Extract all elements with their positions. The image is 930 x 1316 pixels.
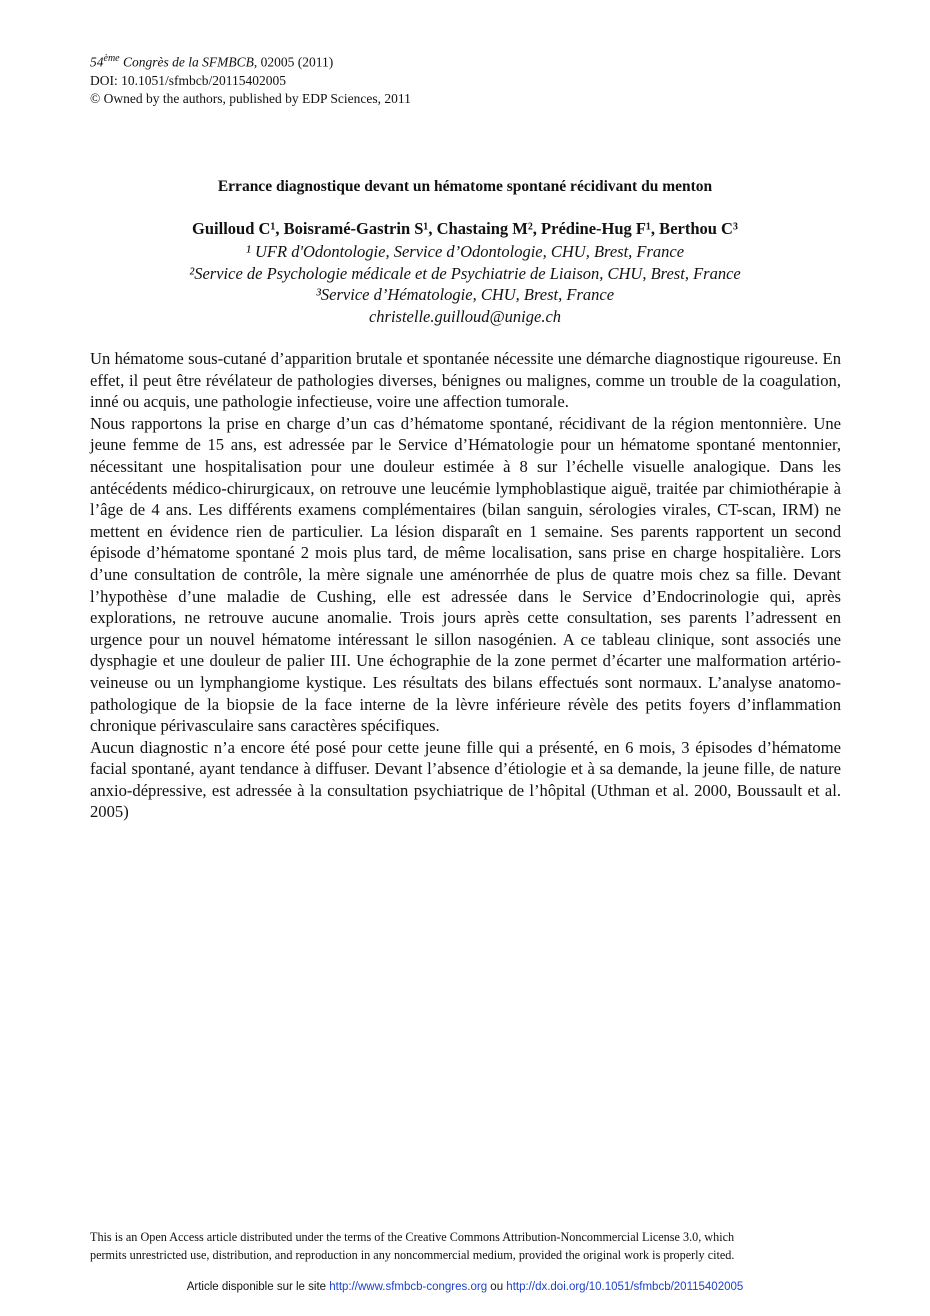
- congress-ref: , 02005 (2011): [253, 54, 334, 70]
- affiliation-1: ¹ UFR d'Odontologie, Service d’Odontologie, CHU, Brest, France: [245, 242, 685, 261]
- availability-connector: ou: [487, 1281, 507, 1293]
- license-line-2: permits unrestricted use, distribution, and reproduction in any noncommercial medium, provided the original work is properly cited.: [90, 1248, 735, 1262]
- affiliation-3: ³Service d’Hématologie, CHU, Brest, France: [315, 285, 615, 304]
- affiliations: [90, 241, 840, 327]
- license-note: [90, 1228, 844, 1264]
- congress-site-link[interactable]: http://www.sfmbcb-congres.org: [329, 1281, 488, 1293]
- congress-name: Congrès de la SFMBCB: [122, 54, 254, 70]
- availability-prefix: Article disponible sur le site: [186, 1281, 330, 1293]
- paragraph-3: Aucun diagnostic n’a encore été posé pour cette jeune fille qui a présenté, en 6 mois, 3 épisodes d’hématome facial spontané, ayant tendance à diffuser. Devant l’absence d’étiologie et à sa demande, la jeune fille, de nature anxio-dépressive, est adressée à la consultation psychiatrique de l’hôpital (Uthman et al. 2000, Boussault et al. 2005): [90, 737, 841, 822]
- journal-header: [90, 50, 590, 108]
- author-list: Guilloud C¹, Boisramé-Gastrin S¹, Chastaing M², Prédine-Hug F¹, Berthou C³: [192, 219, 738, 238]
- edition-number: 54: [90, 54, 104, 70]
- doi-link[interactable]: http://dx.doi.org/10.1051/sfmbcb/20115402005: [506, 1281, 744, 1293]
- article-title: Errance diagnostique devant un hématome spontané récidivant du menton: [217, 178, 713, 195]
- doi-line: DOI: 10.1051/sfmbcb/20115402005: [90, 72, 286, 88]
- congress-line: [90, 50, 590, 72]
- paragraph-2: Nous rapportons la prise en charge d’un cas d’hématome spontané, récidivant de la région mentonnière. Une jeune femme de 15 ans, est adressée par le Service d’Hématologie pour un hématome spontané mentonnier, nécessitant une hospitalisation pour une douleur estimée à 8 sur l’échelle visuelle analogique. Dans les antécédents médico-chirurgicaux, on retrouve une leucémie lymphoblastique aiguë, traitée par chimiothérapie à l’âge de 4 ans. Les différents examens complémentaires (bilan sanguin, sérologies virales, CT-scan, IRM) ne mettent en évidence rien de particulier. La lésion disparaît en 1 semaine. Ses parents rapportent un second épisode d’hématome spontané 2 mois plus tard, de même localisation, sans prise en charge hospitalière. Lors d’une consultation de contrôle, la mère signale une aménorrhée de plus de quatre mois chez sa fille. Devant l’hypothèse d’une maladie de Cushing, elle est adressée dans le Service d’Endocrinologie qui, après explorations, ne retrouve aucune anomalie. Trois jours après cette consultation, ses parents l’adressent en urgence pour un nouvel hématome intéressant le sillon nasogénien. A ce tableau clinique, sont associés une dysphagie et une douleur de palier III. Une échographie de la zone permet d’écarter une malformation artério-veineuse ou un lymphangiome kystique. Les résultats des bilans effectués sont normaux. L’analyse anatomo-pathologique de la biopsie de la face interne de la lèvre inférieure révèle des petits foyers d’inflammation chronique périvasculaire sans caractères spécifiques.: [90, 413, 841, 736]
- contact-email[interactable]: christelle.guilloud@unige.ch: [368, 306, 562, 326]
- license-line-1: This is an Open Access article distributed under the terms of the Creative Commons Attribution-Noncommercial License 3.0, which: [90, 1230, 735, 1244]
- availability-line: [0, 1281, 930, 1293]
- abstract-body: [90, 348, 841, 823]
- affiliation-2: ²Service de Psychologie médicale et de Psychiatrie de Liaison, CHU, Brest, France: [189, 263, 741, 283]
- edition-suffix: ème: [103, 53, 120, 64]
- copyright-line: © Owned by the authors, published by EDP Sciences, 2011: [90, 90, 411, 106]
- paragraph-1: Un hématome sous-cutané d’apparition brutale et spontanée nécessite une démarche diagnostique rigoureuse. En effet, il peut être révélateur de pathologies diverses, bénignes ou malignes, comme un trouble de la coagulation, inné ou acquis, une pathologie infectieuse, voire une affection tumorale.: [90, 349, 841, 412]
